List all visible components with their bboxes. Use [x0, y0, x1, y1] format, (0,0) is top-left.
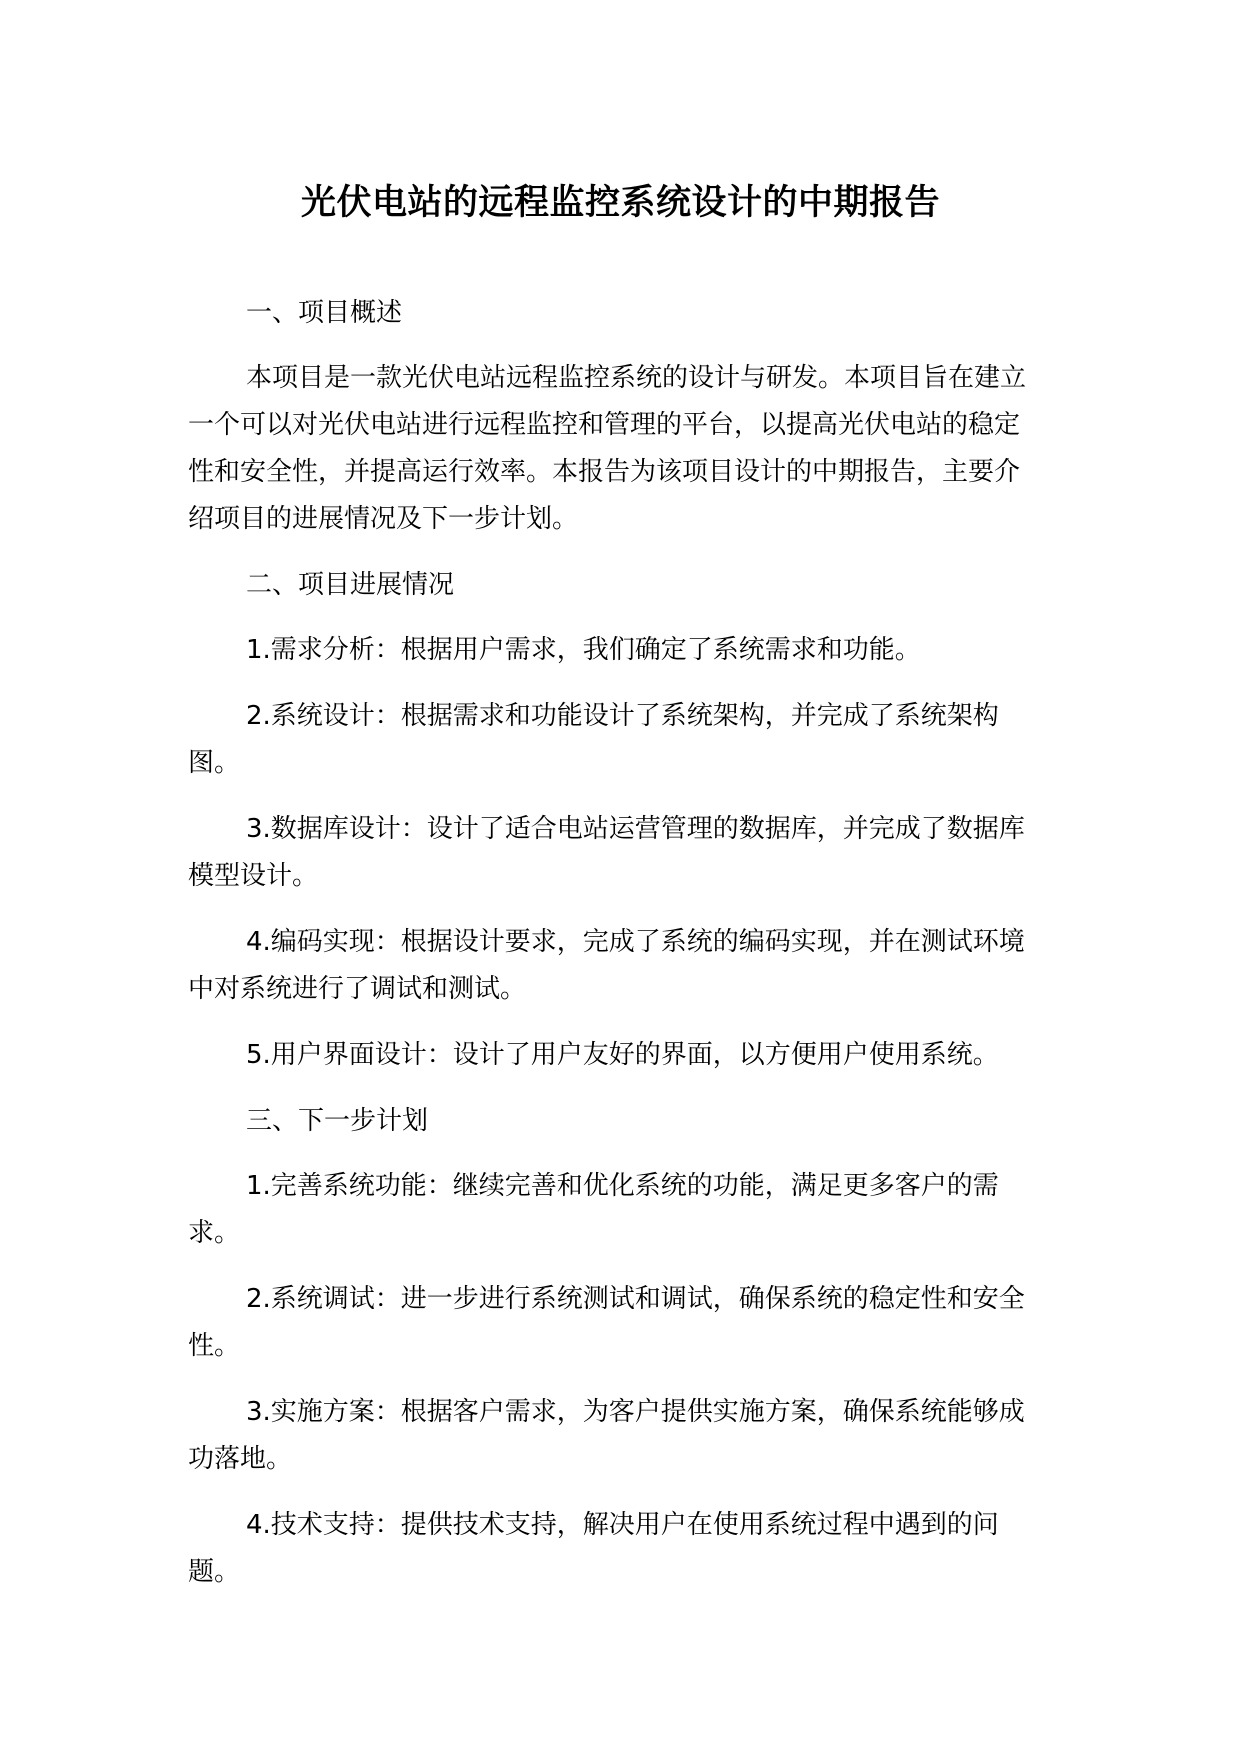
progress-item-1: 1.需求分析：根据用户需求，我们确定了系统需求和功能。 [246, 635, 921, 665]
section-heading-overview: 一、项目概述 [246, 298, 403, 328]
plan-item-3: 3.实施方案：根据客户需求，为客户提供实施方案，确保系统能够成功落地。 [188, 1397, 1025, 1474]
progress-item-4: 4.编码实现：根据设计要求，完成了系统的编码实现，并在测试环境中对系统进行了调试和测试。 [188, 927, 1025, 1004]
plan-item-4: 4.技术支持：提供技术支持，解决用户在使用系统过程中遇到的问题。 [188, 1510, 999, 1587]
progress-item-2: 2.系统设计：根据需求和功能设计了系统架构，并完成了系统架构图。 [188, 701, 999, 778]
progress-item-3: 3.数据库设计：设计了适合电站运营管理的数据库，并完成了数据库模型设计。 [188, 814, 1025, 891]
section-heading-progress: 二、项目进展情况 [246, 570, 455, 600]
overview-paragraph: 本项目是一款光伏电站远程监控系统的设计与研发。本项目旨在建立一个可以对光伏电站进行远程监控和管理的平台，以提高光伏电站的稳定性和安全性，并提高运行效率。本报告为该项目设计的中期报告，主要介绍项目的进展情况及下一步计划。 [188, 363, 1027, 534]
plan-item-2: 2.系统调试：进一步进行系统测试和调试，确保系统的稳定性和安全性。 [188, 1284, 1025, 1361]
document-body [188, 290, 1038, 1615]
plan-item-1: 1.完善系统功能：继续完善和优化系统的功能，满足更多客户的需求。 [188, 1171, 999, 1248]
section-heading-next-steps: 三、下一步计划 [246, 1106, 429, 1136]
progress-item-5: 5.用户界面设计：设计了用户友好的界面，以方便用户使用系统。 [246, 1040, 999, 1070]
document-title: 光伏电站的远程监控系统设计的中期报告 [300, 183, 940, 223]
